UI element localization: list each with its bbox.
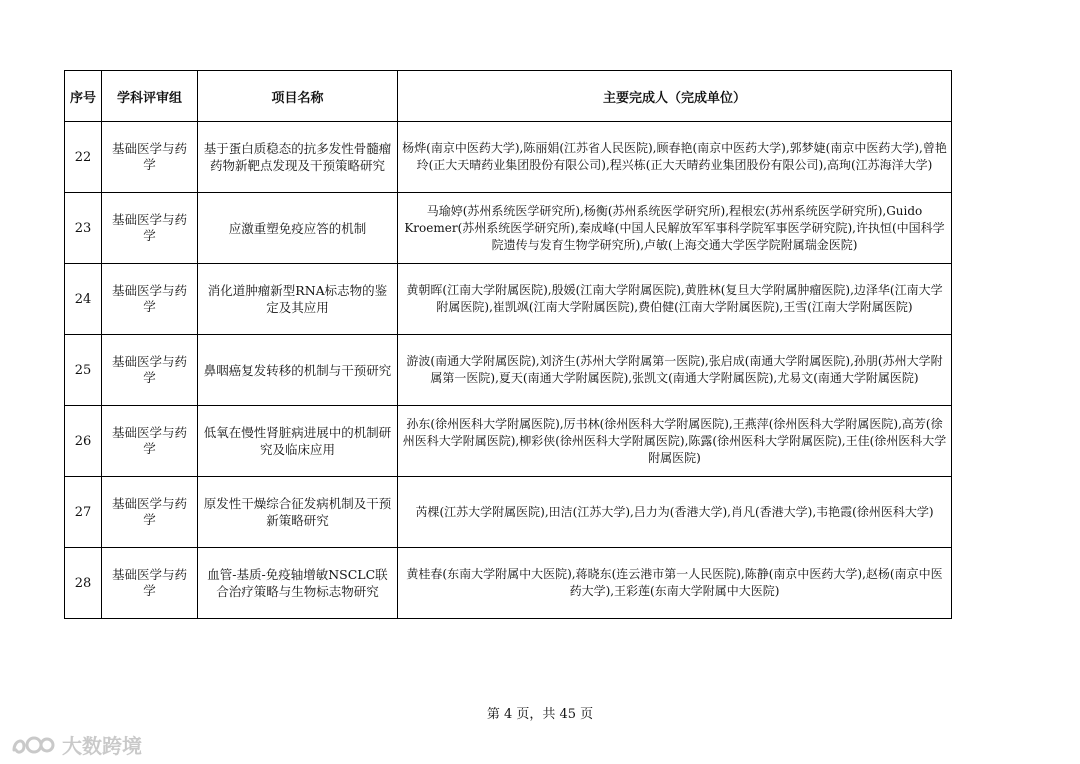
review-group-cell: 基础医学与药学 bbox=[102, 335, 198, 406]
review-group-cell: 基础医学与药学 bbox=[102, 406, 198, 477]
table-row bbox=[65, 193, 952, 264]
contributors-cell: 游波(南通大学附属医院),刘济生(苏州大学附属第一医院),张启成(南通大学附属医院),孙朋(苏州大学附属第一医院),夏天(南通大学附属医院),张凯文(南通大学附属医院),尤易文(南通大学附属医院) bbox=[398, 335, 952, 406]
review-group-cell: 基础医学与药学 bbox=[102, 477, 198, 548]
serial-number-cell: 22 bbox=[65, 122, 102, 193]
table-header bbox=[65, 71, 952, 122]
table-row bbox=[65, 477, 952, 548]
project-name-cell: 原发性干燥综合征发病机制及干预新策略研究 bbox=[198, 477, 398, 548]
watermark bbox=[10, 730, 142, 759]
contributors-cell: 马瑜婷(苏州系统医学研究所),杨衡(苏州系统医学研究所),程根宏(苏州系统医学研究所),Guido Kroemer(苏州系统医学研究所),秦成峰(中国人民解放军军事科学院军事医学研究院),许执恒(中国科学院遗传与发育生物学研究所),卢敏(上海交通大学医学院附属瑞金医院) bbox=[398, 193, 952, 264]
contributors-cell: 孙东(徐州医科大学附属医院),厉书林(徐州医科大学附属医院),王燕萍(徐州医科大学附属医院),高芳(徐州医科大学附属医院),柳彩侠(徐州医科大学附属医院),陈露(徐州医科大学附属医院),王佳(徐州医科大学附属医院) bbox=[398, 406, 952, 477]
page-number-footer: 第 4 页，共 45 页 bbox=[486, 707, 594, 722]
header-serial-number: 序号 bbox=[65, 71, 102, 122]
serial-number-cell: 23 bbox=[65, 193, 102, 264]
contributors-cell: 芮棵(江苏大学附属医院),田洁(江苏大学),吕力为(香港大学),肖凡(香港大学),韦艳霞(徐州医科大学) bbox=[398, 477, 952, 548]
header-project-name: 项目名称 bbox=[198, 71, 398, 122]
table-body bbox=[65, 122, 952, 619]
project-name-cell: 基于蛋白质稳态的抗多发性骨髓瘤药物新靶点发现及干预策略研究 bbox=[198, 122, 398, 193]
project-name-cell: 低氧在慢性肾脏病进展中的机制研究及临床应用 bbox=[198, 406, 398, 477]
watermark-logo-icon bbox=[10, 732, 56, 758]
review-group-cell: 基础医学与药学 bbox=[102, 193, 198, 264]
watermark-text: 大数跨境 bbox=[62, 734, 142, 758]
project-name-cell: 血管-基质-免疫轴增敏NSCLC联合治疗策略与生物标志物研究 bbox=[198, 548, 398, 619]
table-row bbox=[65, 264, 952, 335]
serial-number-cell: 25 bbox=[65, 335, 102, 406]
awards-table bbox=[64, 70, 952, 619]
review-group-cell: 基础医学与药学 bbox=[102, 122, 198, 193]
project-name-cell: 消化道肿瘤新型RNA标志物的鉴定及其应用 bbox=[198, 264, 398, 335]
serial-number-cell: 28 bbox=[65, 548, 102, 619]
header-row bbox=[65, 71, 952, 122]
serial-number-cell: 26 bbox=[65, 406, 102, 477]
header-review-group: 学科评审组 bbox=[102, 71, 198, 122]
review-group-cell: 基础医学与药学 bbox=[102, 264, 198, 335]
serial-number-cell: 27 bbox=[65, 477, 102, 548]
serial-number-cell: 24 bbox=[65, 264, 102, 335]
project-name-cell: 鼻咽癌复发转移的机制与干预研究 bbox=[198, 335, 398, 406]
header-main-contributors: 主要完成人（完成单位） bbox=[398, 71, 952, 122]
table-row bbox=[65, 548, 952, 619]
table-row bbox=[65, 335, 952, 406]
table-row bbox=[65, 406, 952, 477]
contributors-cell: 黄朝晖(江南大学附属医院),殷媛(江南大学附属医院),黄胜林(复旦大学附属肿瘤医院),边泽华(江南大学附属医院),崔凯飒(江南大学附属医院),费伯健(江南大学附属医院),王雪(江南大学附属医院) bbox=[398, 264, 952, 335]
contributors-cell: 杨烨(南京中医药大学),陈丽娟(江苏省人民医院),顾春艳(南京中医药大学),郭梦婕(南京中医药大学),曾艳玲(正大天晴药业集团股份有限公司),程兴栋(正大天晴药业集团股份有限公司),高珣(江苏海洋大学) bbox=[398, 122, 952, 193]
project-name-cell: 应激重塑免疫应答的机制 bbox=[198, 193, 398, 264]
review-group-cell: 基础医学与药学 bbox=[102, 548, 198, 619]
contributors-cell: 黄桂春(东南大学附属中大医院),蒋晓东(连云港市第一人民医院),陈静(南京中医药大学),赵杨(南京中医药大学),王彩莲(东南大学附属中大医院) bbox=[398, 548, 952, 619]
table-row bbox=[65, 122, 952, 193]
